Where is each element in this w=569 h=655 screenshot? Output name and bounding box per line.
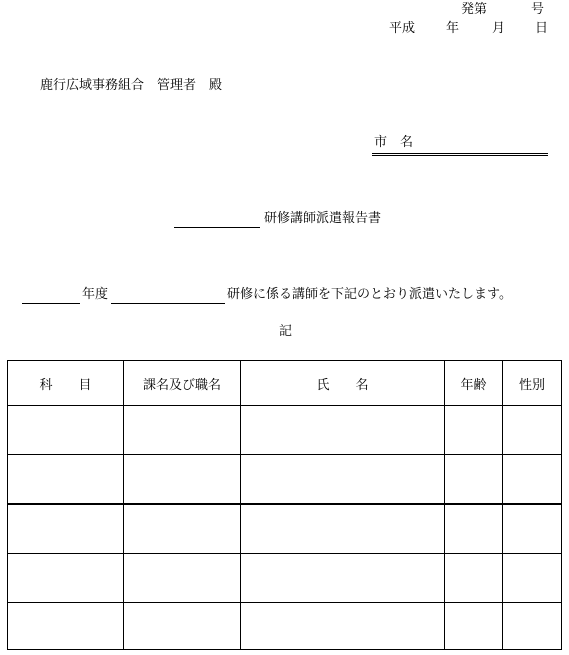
cell-department-position[interactable] — [124, 406, 241, 455]
table-row — [8, 455, 562, 505]
cell-gender[interactable] — [503, 455, 562, 505]
cell-department-position[interactable] — [124, 554, 241, 603]
year-blank-field[interactable] — [22, 288, 80, 304]
cell-gender[interactable] — [503, 603, 562, 650]
document-number-suffix: 号 — [531, 2, 545, 17]
header-age: 年齢 — [445, 361, 503, 406]
cell-subject[interactable] — [8, 455, 124, 505]
cell-age[interactable] — [445, 455, 503, 505]
cell-gender[interactable] — [503, 554, 562, 603]
sender-city-line[interactable] — [372, 135, 548, 156]
cell-name[interactable] — [241, 603, 445, 650]
cell-subject[interactable] — [8, 603, 124, 650]
cell-department-position[interactable] — [124, 504, 241, 554]
table-row — [8, 603, 562, 650]
cell-age[interactable] — [445, 504, 503, 554]
cell-name[interactable] — [241, 554, 445, 603]
instructor-table — [7, 360, 562, 650]
cell-name[interactable] — [241, 406, 445, 455]
title-blank-field[interactable] — [174, 211, 260, 228]
cell-name[interactable] — [241, 504, 445, 554]
header-subject: 科 目 — [8, 361, 124, 406]
document-number-prefix: 発第 — [461, 2, 488, 17]
header-department-position: 課名及び職名 — [124, 361, 241, 406]
cell-subject[interactable] — [8, 406, 124, 455]
cell-department-position[interactable] — [124, 455, 241, 505]
ki-heading: 記 — [279, 324, 293, 339]
header-name: 氏 名 — [241, 361, 445, 406]
cell-age[interactable] — [445, 406, 503, 455]
cell-name[interactable] — [241, 455, 445, 505]
date-month: 月 — [492, 21, 506, 36]
table-header-row — [8, 361, 562, 406]
sender-city-label: 市 名 — [374, 135, 414, 150]
body-text: 研修に係る講師を下記のとおり派遣いたします。 — [227, 287, 512, 302]
training-name-blank-field[interactable] — [111, 288, 225, 304]
cell-gender[interactable] — [503, 406, 562, 455]
cell-gender[interactable] — [503, 504, 562, 554]
cell-subject[interactable] — [8, 504, 124, 554]
cell-subject[interactable] — [8, 554, 124, 603]
addressee: 鹿行広域事務組合 管理者 殿 — [40, 78, 223, 93]
table-row — [8, 504, 562, 554]
table-row — [8, 406, 562, 455]
header-gender: 性別 — [503, 361, 562, 406]
date-day: 日 — [535, 21, 549, 36]
cell-age[interactable] — [445, 603, 503, 650]
date-year: 年 — [446, 21, 460, 36]
fiscal-year-label: 年度 — [82, 287, 109, 302]
date-era: 平成 — [389, 21, 416, 36]
document-title: 研修講師派遣報告書 — [264, 211, 382, 226]
cell-department-position[interactable] — [124, 603, 241, 650]
cell-age[interactable] — [445, 554, 503, 603]
table-row — [8, 554, 562, 603]
